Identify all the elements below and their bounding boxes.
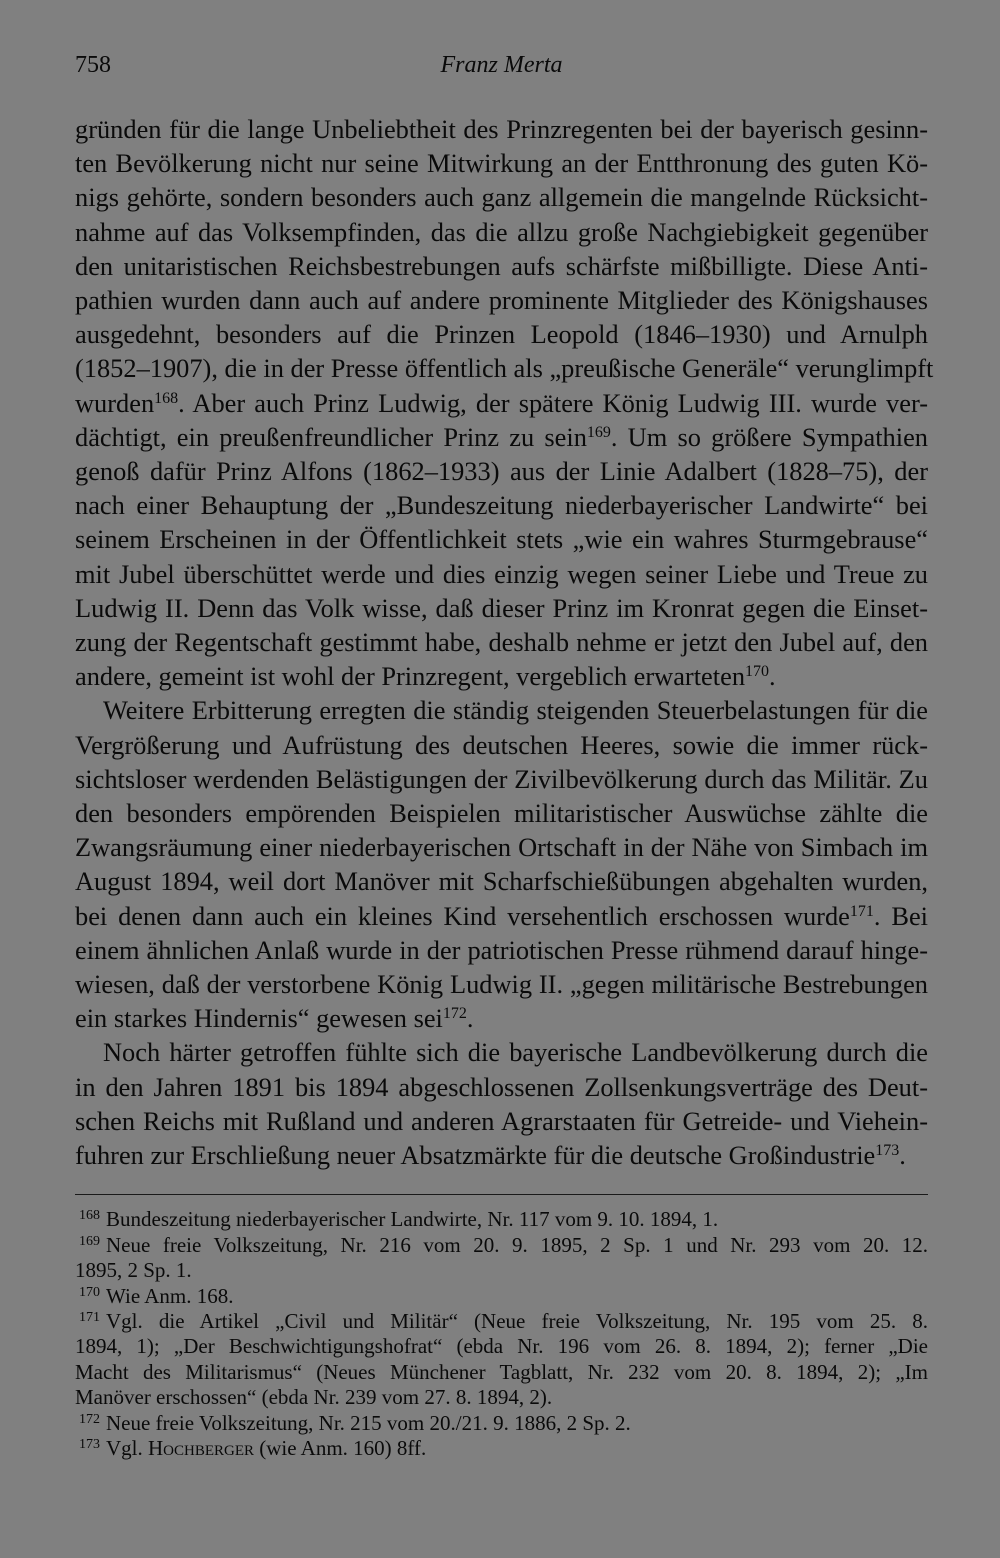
page-number: 758 bbox=[75, 52, 111, 78]
text-line: in den Jahren 1891 bis 1894 abgeschlossenen Zollsenkungsverträge des Deut- bbox=[75, 1071, 928, 1102]
footnote-number: 170 bbox=[79, 1284, 100, 1300]
text-line: pathien wurden dann auch auf andere prominente Mitglieder des Königshauses bbox=[75, 285, 928, 316]
text-line: (1852–1907), die in der Presse öffentlich als „preußische Generäle“ verunglimpft bbox=[75, 353, 934, 384]
footnote bbox=[75, 1309, 928, 1411]
footnote-line: $^{171}$ Vgl. die Artikel „Civil und Militär“ (Neue freie Volkszeitung, Nr. 195 vom 25. 8. bbox=[79, 1308, 928, 1333]
footnote bbox=[75, 1233, 928, 1284]
footnote-ref[interactable]: 168 bbox=[154, 389, 179, 407]
text-line: ein starkes Hindernis“ gewesen sei$^{172}$. bbox=[75, 1003, 474, 1034]
text-line: zung der Regentschaft gestimmt habe, deshalb nehme er jetzt den Jubel auf, den bbox=[75, 627, 928, 658]
footnote-separator bbox=[75, 1194, 928, 1195]
footnote-line: $^{170}$ Wie Anm. 168. bbox=[79, 1283, 234, 1308]
text-line: schen Reichs mit Rußland und anderen Agrarstaaten für Getreide- und Viehein- bbox=[75, 1105, 928, 1136]
footnote bbox=[75, 1284, 928, 1309]
text-line: nigs gehörte, sondern besonders auch ganz allgemein die mangelnde Rücksicht- bbox=[75, 182, 928, 213]
footnote-ref[interactable]: 170 bbox=[745, 663, 770, 681]
footnote-number: 173 bbox=[79, 1436, 100, 1452]
paragraph bbox=[75, 112, 934, 693]
text-line: gründen für die lange Unbeliebtheit des Prinzregenten bei der bayerisch gesinn- bbox=[75, 114, 928, 144]
footnote-ref[interactable]: 171 bbox=[849, 902, 874, 920]
text-line: den unitaristischen Reichsbestrebungen aufs schärfste mißbilligte. Diese Anti- bbox=[75, 250, 928, 281]
footnote-line: $^{169}$ Neue freie Volkszeitung, Nr. 216 vom 20. 9. 1895, 2 Sp. 1 und Nr. 293 vom 20. 12. bbox=[79, 1232, 928, 1257]
text-line: Ludwig II. Denn das Volk wisse, daß dieser Prinz im Kronrat gegen die Einset- bbox=[75, 592, 928, 623]
footnote-number: 169 bbox=[79, 1233, 100, 1249]
footnote-number: 168 bbox=[79, 1208, 100, 1224]
footnote-ref[interactable]: 172 bbox=[442, 1005, 467, 1023]
text-line: nach einer Behauptung der „Bundeszeitung niederbayerischer Landwirte“ bei bbox=[75, 490, 928, 521]
text-line: wiesen, daß der verstorbene König Ludwig II. „gegen militärische Bestrebungen bbox=[75, 969, 928, 1000]
book-page bbox=[75, 52, 934, 1461]
text-line: Zwangsräumung einer niederbayerischen Ortschaft in der Nähe von Simbach im bbox=[75, 832, 928, 863]
footnote-line: $^{168}$ Bundeszeitung niederbayerischer Landwirte, Nr. 117 vom 9. 10. 1894, 1. bbox=[79, 1207, 719, 1232]
footnote-line: $^{172}$ Neue freie Volkszeitung, Nr. 215 vom 20./21. 9. 1886, 2 Sp. 2. bbox=[79, 1410, 631, 1435]
footnote-ref[interactable]: 173 bbox=[875, 1142, 900, 1160]
paragraph bbox=[75, 1035, 928, 1172]
text-line: ausgedehnt, besonders auf die Prinzen Leopold (1846–1930) und Arnulph bbox=[75, 319, 928, 350]
text-line: genoß dafür Prinz Alfons (1862–1933) aus der Linie Adalbert (1828–75), der bbox=[75, 456, 928, 487]
text-line: dächtigt, ein preußenfreundlicher Prinz zu sein$^{169}$. Um so größere Sympathien bbox=[75, 421, 928, 452]
text-line: Weitere Erbitterung erregten die ständig steigenden Steuerbelastungen für die bbox=[103, 695, 928, 726]
running-head bbox=[75, 52, 928, 86]
footnote bbox=[75, 1207, 928, 1232]
text-line: ten Bevölkerung nicht nur seine Mitwirkung an der Entthronung des guten Kö- bbox=[75, 148, 928, 179]
footnote-number: 172 bbox=[79, 1411, 100, 1427]
footnote-line: Macht des Militarismus“ (Neues Münchener Tagblatt, Nr. 232 vom 20. 8. 1894, 2); „Im bbox=[75, 1359, 928, 1384]
text-line: den besonders empörenden Beispielen militaristischer Auswüchse zählte die bbox=[75, 798, 928, 829]
footnote-ref[interactable]: 169 bbox=[586, 423, 611, 441]
text-line: bei denen dann auch ein kleines Kind versehentlich erschossen wurde$^{171}$. Bei bbox=[75, 900, 928, 931]
text-line: sichtsloser werdenden Belästigungen der Zivilbevölkerung durch das Militär. Zu bbox=[75, 763, 928, 794]
text-line: einem ähnlichen Anlaß wurde in der patriotischen Presse rühmend darauf hinge- bbox=[75, 934, 928, 965]
footnote-line: $^{173}$ Vgl. Hochberger (wie Anm. 160) 8ff. bbox=[79, 1435, 427, 1460]
body-text bbox=[75, 112, 934, 1172]
footnote bbox=[75, 1411, 928, 1436]
footnote-line: Manöver erschossen“ (ebda Nr. 239 vom 27. 8. 1894, 2). bbox=[75, 1385, 553, 1410]
footnote-number: 171 bbox=[79, 1309, 100, 1325]
footnotes bbox=[75, 1207, 928, 1461]
footnote bbox=[75, 1436, 928, 1461]
text-line: August 1894, weil dort Manöver mit Scharfschießübungen abgehalten wurden, bbox=[75, 866, 928, 897]
text-line: nahme auf das Volksempfinden, das die allzu große Nachgiebigkeit gegenüber bbox=[75, 216, 928, 247]
footnote-line: 1895, 2 Sp. 1. bbox=[75, 1258, 192, 1283]
footnote-line: 1894, 1); „Der Beschwichtigungshofrat“ (ebda Nr. 196 vom 26. 8. 1894, 2); ferner „Die bbox=[75, 1334, 928, 1359]
text-line: fuhren zur Erschließung neuer Absatzmärkte für die deutsche Großindustrie$^{173}$. bbox=[75, 1140, 906, 1171]
text-line: Vergrößerung und Aufrüstung des deutschen Heeres, sowie die immer rück- bbox=[75, 729, 928, 760]
text-line: seinem Erscheinen in der Öffentlichkeit stets „wie ein wahres Sturmgebrause“ bbox=[75, 524, 928, 555]
text-line: wurden$^{168}$. Aber auch Prinz Ludwig, der spätere König Ludwig III. wurde ver- bbox=[75, 387, 928, 418]
text-line: mit Jubel überschüttet werde und dies einzig wegen seiner Liebe und Treue zu bbox=[75, 558, 928, 589]
text-line: Noch härter getroffen fühlte sich die bayerische Landbevölkerung durch die bbox=[103, 1037, 928, 1068]
paragraph bbox=[75, 693, 928, 1035]
running-title: Franz Merta bbox=[440, 52, 563, 78]
text-line: andere, gemeint ist wohl der Prinzregent, vergeblich erwarteten$^{170}$. bbox=[75, 661, 776, 692]
